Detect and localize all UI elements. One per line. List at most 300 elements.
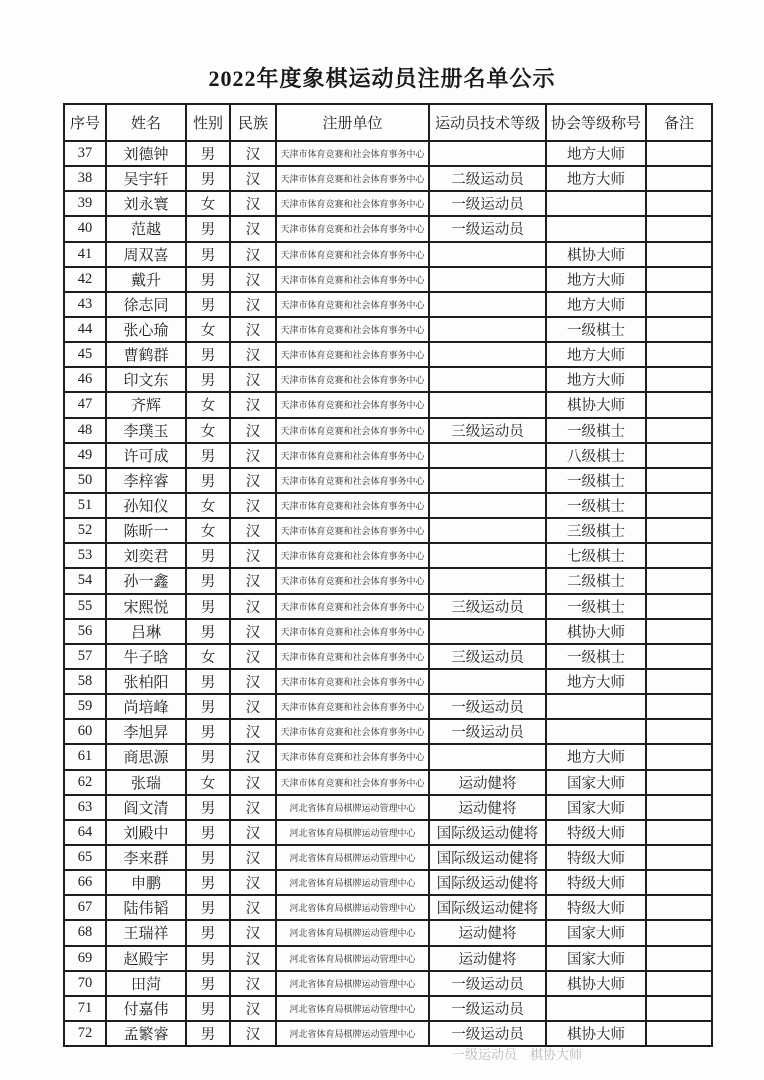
grade-cell: 三级运动员 xyxy=(429,418,546,443)
serial-cell: 67 xyxy=(64,895,106,920)
gender-cell: 男 xyxy=(186,141,230,166)
gender-cell: 男 xyxy=(186,443,230,468)
ethnicity-cell: 汉 xyxy=(230,744,276,769)
table-row xyxy=(64,166,712,191)
remark-cell xyxy=(646,694,712,719)
name-cell: 赵殿宇 xyxy=(106,946,186,971)
name-cell: 牛子晗 xyxy=(106,644,186,669)
remark-cell xyxy=(646,644,712,669)
ethnicity-cell: 汉 xyxy=(230,820,276,845)
remark-cell xyxy=(646,267,712,292)
serial-cell: 58 xyxy=(64,669,106,694)
grade-cell xyxy=(429,619,546,644)
table-body xyxy=(64,141,712,1046)
grade-cell xyxy=(429,568,546,593)
column-header-remark: 备注 xyxy=(646,104,712,141)
unit-cell: 天津市体育竞赛和社会体育事务中心 xyxy=(276,770,429,795)
ethnicity-cell: 汉 xyxy=(230,493,276,518)
table-row xyxy=(64,719,712,744)
unit-cell: 天津市体育竞赛和社会体育事务中心 xyxy=(276,242,429,267)
grade-cell: 运动健将 xyxy=(429,920,546,945)
ethnicity-cell: 汉 xyxy=(230,770,276,795)
serial-cell: 59 xyxy=(64,694,106,719)
unit-cell: 天津市体育竞赛和社会体育事务中心 xyxy=(276,694,429,719)
unit-cell: 河北省体育局棋牌运动管理中心 xyxy=(276,870,429,895)
serial-cell: 70 xyxy=(64,971,106,996)
remark-cell xyxy=(646,594,712,619)
remark-cell xyxy=(646,568,712,593)
serial-cell: 47 xyxy=(64,392,106,417)
gender-cell: 男 xyxy=(186,920,230,945)
ethnicity-cell: 汉 xyxy=(230,795,276,820)
name-cell: 李璞玉 xyxy=(106,418,186,443)
table-row xyxy=(64,795,712,820)
ethnicity-cell: 汉 xyxy=(230,619,276,644)
unit-cell: 河北省体育局棋牌运动管理中心 xyxy=(276,895,429,920)
name-cell: 张瑞 xyxy=(106,770,186,795)
ethnicity-cell: 汉 xyxy=(230,317,276,342)
remark-cell xyxy=(646,141,712,166)
assoc-title-cell: 特级大师 xyxy=(546,845,646,870)
unit-cell: 天津市体育竞赛和社会体育事务中心 xyxy=(276,594,429,619)
remark-cell xyxy=(646,920,712,945)
grade-cell: 运动健将 xyxy=(429,946,546,971)
serial-cell: 68 xyxy=(64,920,106,945)
unit-cell: 河北省体育局棋牌运动管理中心 xyxy=(276,946,429,971)
ethnicity-cell: 汉 xyxy=(230,1021,276,1046)
serial-cell: 72 xyxy=(64,1021,106,1046)
serial-cell: 61 xyxy=(64,744,106,769)
name-cell: 李来群 xyxy=(106,845,186,870)
table-row xyxy=(64,543,712,568)
serial-cell: 53 xyxy=(64,543,106,568)
unit-cell: 天津市体育竞赛和社会体育事务中心 xyxy=(276,518,429,543)
gender-cell: 男 xyxy=(186,543,230,568)
grade-cell: 国际级运动健将 xyxy=(429,895,546,920)
serial-cell: 45 xyxy=(64,342,106,367)
unit-cell: 河北省体育局棋牌运动管理中心 xyxy=(276,920,429,945)
grade-cell: 一级运动员 xyxy=(429,694,546,719)
ethnicity-cell: 汉 xyxy=(230,166,276,191)
unit-cell: 河北省体育局棋牌运动管理中心 xyxy=(276,795,429,820)
gender-cell: 男 xyxy=(186,242,230,267)
grade-cell: 运动健将 xyxy=(429,770,546,795)
remark-cell xyxy=(646,443,712,468)
serial-cell: 63 xyxy=(64,795,106,820)
header-row xyxy=(64,104,712,141)
table-row xyxy=(64,694,712,719)
name-cell: 孙一鑫 xyxy=(106,568,186,593)
table-row xyxy=(64,770,712,795)
serial-cell: 71 xyxy=(64,996,106,1021)
gender-cell: 男 xyxy=(186,568,230,593)
name-cell: 曹鹤群 xyxy=(106,342,186,367)
remark-cell xyxy=(646,392,712,417)
assoc-title-cell: 一级棋士 xyxy=(546,644,646,669)
remark-cell xyxy=(646,820,712,845)
grade-cell xyxy=(429,292,546,317)
unit-cell: 天津市体育竞赛和社会体育事务中心 xyxy=(276,744,429,769)
name-cell: 阎文清 xyxy=(106,795,186,820)
grade-cell xyxy=(429,367,546,392)
remark-cell xyxy=(646,845,712,870)
grade-cell xyxy=(429,443,546,468)
column-header-serial: 序号 xyxy=(64,104,106,141)
unit-cell: 河北省体育局棋牌运动管理中心 xyxy=(276,820,429,845)
assoc-title-cell: 一级棋士 xyxy=(546,418,646,443)
name-cell: 许可成 xyxy=(106,443,186,468)
grade-cell: 三级运动员 xyxy=(429,644,546,669)
gender-cell: 男 xyxy=(186,694,230,719)
remark-cell xyxy=(646,895,712,920)
table-row xyxy=(64,392,712,417)
clipped-next-row-text: 一级运动员 棋协大师 xyxy=(452,1047,583,1062)
column-header-gender: 性别 xyxy=(186,104,230,141)
unit-cell: 天津市体育竞赛和社会体育事务中心 xyxy=(276,292,429,317)
assoc-title-cell: 棋协大师 xyxy=(546,1021,646,1046)
unit-cell: 河北省体育局棋牌运动管理中心 xyxy=(276,971,429,996)
serial-cell: 51 xyxy=(64,493,106,518)
serial-cell: 37 xyxy=(64,141,106,166)
grade-cell xyxy=(429,669,546,694)
grade-cell xyxy=(429,744,546,769)
assoc-title-cell xyxy=(546,996,646,1021)
table-row xyxy=(64,191,712,216)
serial-cell: 60 xyxy=(64,719,106,744)
assoc-title-cell xyxy=(546,694,646,719)
grade-cell xyxy=(429,141,546,166)
table-row xyxy=(64,342,712,367)
grade-cell xyxy=(429,342,546,367)
grade-cell xyxy=(429,518,546,543)
athlete-register-table xyxy=(63,103,713,1047)
ethnicity-cell: 汉 xyxy=(230,216,276,241)
gender-cell: 女 xyxy=(186,644,230,669)
gender-cell: 男 xyxy=(186,971,230,996)
remark-cell xyxy=(646,468,712,493)
name-cell: 李旭昇 xyxy=(106,719,186,744)
name-cell: 陈昕一 xyxy=(106,518,186,543)
remark-cell xyxy=(646,744,712,769)
gender-cell: 男 xyxy=(186,468,230,493)
table-row xyxy=(64,594,712,619)
unit-cell: 天津市体育竞赛和社会体育事务中心 xyxy=(276,141,429,166)
table-row xyxy=(64,895,712,920)
remark-cell xyxy=(646,669,712,694)
ethnicity-cell: 汉 xyxy=(230,946,276,971)
assoc-title-cell: 棋协大师 xyxy=(546,971,646,996)
unit-cell: 天津市体育竞赛和社会体育事务中心 xyxy=(276,166,429,191)
unit-cell: 天津市体育竞赛和社会体育事务中心 xyxy=(276,543,429,568)
gender-cell: 女 xyxy=(186,317,230,342)
ethnicity-cell: 汉 xyxy=(230,342,276,367)
assoc-title-cell: 地方大师 xyxy=(546,292,646,317)
remark-cell xyxy=(646,342,712,367)
gender-cell: 男 xyxy=(186,744,230,769)
remark-cell xyxy=(646,292,712,317)
assoc-title-cell: 地方大师 xyxy=(546,141,646,166)
name-cell: 付嘉伟 xyxy=(106,996,186,1021)
name-cell: 戴升 xyxy=(106,267,186,292)
gender-cell: 男 xyxy=(186,795,230,820)
table-row xyxy=(64,216,712,241)
serial-cell: 41 xyxy=(64,242,106,267)
table-row xyxy=(64,946,712,971)
grade-cell: 一级运动员 xyxy=(429,1021,546,1046)
table-row xyxy=(64,870,712,895)
grade-cell: 国际级运动健将 xyxy=(429,845,546,870)
serial-cell: 54 xyxy=(64,568,106,593)
serial-cell: 48 xyxy=(64,418,106,443)
gender-cell: 男 xyxy=(186,216,230,241)
gender-cell: 男 xyxy=(186,267,230,292)
table-row xyxy=(64,820,712,845)
assoc-title-cell: 棋协大师 xyxy=(546,619,646,644)
ethnicity-cell: 汉 xyxy=(230,895,276,920)
assoc-title-cell xyxy=(546,216,646,241)
assoc-title-cell: 特级大师 xyxy=(546,820,646,845)
name-cell: 吴宇轩 xyxy=(106,166,186,191)
ethnicity-cell: 汉 xyxy=(230,418,276,443)
serial-cell: 62 xyxy=(64,770,106,795)
remark-cell xyxy=(646,166,712,191)
gender-cell: 男 xyxy=(186,292,230,317)
assoc-title-cell: 地方大师 xyxy=(546,744,646,769)
name-cell: 尚培峰 xyxy=(106,694,186,719)
remark-cell xyxy=(646,971,712,996)
unit-cell: 河北省体育局棋牌运动管理中心 xyxy=(276,845,429,870)
remark-cell xyxy=(646,946,712,971)
unit-cell: 天津市体育竞赛和社会体育事务中心 xyxy=(276,367,429,392)
ethnicity-cell: 汉 xyxy=(230,845,276,870)
grade-cell xyxy=(429,392,546,417)
remark-cell xyxy=(646,719,712,744)
assoc-title-cell xyxy=(546,191,646,216)
remark-cell xyxy=(646,191,712,216)
unit-cell: 天津市体育竞赛和社会体育事务中心 xyxy=(276,493,429,518)
assoc-title-cell: 国家大师 xyxy=(546,795,646,820)
assoc-title-cell: 特级大师 xyxy=(546,895,646,920)
table-row xyxy=(64,971,712,996)
serial-cell: 46 xyxy=(64,367,106,392)
ethnicity-cell: 汉 xyxy=(230,644,276,669)
name-cell: 田菏 xyxy=(106,971,186,996)
table-row xyxy=(64,669,712,694)
assoc-title-cell: 地方大师 xyxy=(546,267,646,292)
unit-cell: 天津市体育竞赛和社会体育事务中心 xyxy=(276,191,429,216)
ethnicity-cell: 汉 xyxy=(230,292,276,317)
assoc-title-cell: 地方大师 xyxy=(546,342,646,367)
grade-cell xyxy=(429,468,546,493)
name-cell: 申鹏 xyxy=(106,870,186,895)
table-row xyxy=(64,996,712,1021)
column-header-name: 姓名 xyxy=(106,104,186,141)
remark-cell xyxy=(646,795,712,820)
unit-cell: 天津市体育竞赛和社会体育事务中心 xyxy=(276,644,429,669)
name-cell: 陆伟韬 xyxy=(106,895,186,920)
gender-cell: 男 xyxy=(186,1021,230,1046)
unit-cell: 天津市体育竞赛和社会体育事务中心 xyxy=(276,392,429,417)
ethnicity-cell: 汉 xyxy=(230,518,276,543)
ethnicity-cell: 汉 xyxy=(230,443,276,468)
gender-cell: 男 xyxy=(186,342,230,367)
table-row xyxy=(64,443,712,468)
ethnicity-cell: 汉 xyxy=(230,568,276,593)
assoc-title-cell xyxy=(546,719,646,744)
ethnicity-cell: 汉 xyxy=(230,996,276,1021)
assoc-title-cell: 八级棋士 xyxy=(546,443,646,468)
gender-cell: 男 xyxy=(186,719,230,744)
ethnicity-cell: 汉 xyxy=(230,594,276,619)
gender-cell: 男 xyxy=(186,619,230,644)
grade-cell: 一级运动员 xyxy=(429,971,546,996)
grade-cell: 一级运动员 xyxy=(429,719,546,744)
gender-cell: 女 xyxy=(186,770,230,795)
grade-cell: 一级运动员 xyxy=(429,191,546,216)
grade-cell xyxy=(429,543,546,568)
name-cell: 印文东 xyxy=(106,367,186,392)
grade-cell: 三级运动员 xyxy=(429,594,546,619)
unit-cell: 天津市体育竞赛和社会体育事务中心 xyxy=(276,418,429,443)
serial-cell: 65 xyxy=(64,845,106,870)
table-row xyxy=(64,367,712,392)
serial-cell: 38 xyxy=(64,166,106,191)
gender-cell: 女 xyxy=(186,493,230,518)
name-cell: 刘奕君 xyxy=(106,543,186,568)
table-row xyxy=(64,317,712,342)
assoc-title-cell: 国家大师 xyxy=(546,920,646,945)
serial-cell: 43 xyxy=(64,292,106,317)
serial-cell: 64 xyxy=(64,820,106,845)
gender-cell: 男 xyxy=(186,946,230,971)
assoc-title-cell: 棋协大师 xyxy=(546,242,646,267)
unit-cell: 天津市体育竞赛和社会体育事务中心 xyxy=(276,317,429,342)
name-cell: 孟繁睿 xyxy=(106,1021,186,1046)
name-cell: 吕琳 xyxy=(106,619,186,644)
assoc-title-cell: 棋协大师 xyxy=(546,392,646,417)
gender-cell: 男 xyxy=(186,845,230,870)
remark-cell xyxy=(646,1021,712,1046)
unit-cell: 天津市体育竞赛和社会体育事务中心 xyxy=(276,719,429,744)
remark-cell xyxy=(646,996,712,1021)
unit-cell: 天津市体育竞赛和社会体育事务中心 xyxy=(276,468,429,493)
gender-cell: 女 xyxy=(186,418,230,443)
remark-cell xyxy=(646,216,712,241)
table-row xyxy=(64,242,712,267)
ethnicity-cell: 汉 xyxy=(230,242,276,267)
name-cell: 张柏阳 xyxy=(106,669,186,694)
table-row xyxy=(64,518,712,543)
remark-cell xyxy=(646,543,712,568)
assoc-title-cell: 地方大师 xyxy=(546,367,646,392)
name-cell: 齐辉 xyxy=(106,392,186,417)
ethnicity-cell: 汉 xyxy=(230,267,276,292)
table-row xyxy=(64,468,712,493)
ethnicity-cell: 汉 xyxy=(230,669,276,694)
unit-cell: 河北省体育局棋牌运动管理中心 xyxy=(276,1021,429,1046)
gender-cell: 男 xyxy=(186,996,230,1021)
gender-cell: 男 xyxy=(186,870,230,895)
table-row xyxy=(64,568,712,593)
grade-cell: 国际级运动健将 xyxy=(429,870,546,895)
assoc-title-cell: 三级棋士 xyxy=(546,518,646,543)
assoc-title-cell: 七级棋士 xyxy=(546,543,646,568)
grade-cell: 国际级运动健将 xyxy=(429,820,546,845)
serial-cell: 55 xyxy=(64,594,106,619)
table-row xyxy=(64,744,712,769)
unit-cell: 河北省体育局棋牌运动管理中心 xyxy=(276,996,429,1021)
table-row xyxy=(64,644,712,669)
table-row xyxy=(64,619,712,644)
remark-cell xyxy=(646,367,712,392)
table-row xyxy=(64,845,712,870)
name-cell: 商思源 xyxy=(106,744,186,769)
name-cell: 徐志同 xyxy=(106,292,186,317)
name-cell: 王瑞祥 xyxy=(106,920,186,945)
assoc-title-cell: 特级大师 xyxy=(546,870,646,895)
table-row xyxy=(64,292,712,317)
serial-cell: 49 xyxy=(64,443,106,468)
remark-cell xyxy=(646,242,712,267)
name-cell: 刘殿中 xyxy=(106,820,186,845)
column-header-assoc-title: 协会等级称号 xyxy=(546,104,646,141)
assoc-title-cell: 国家大师 xyxy=(546,770,646,795)
assoc-title-cell: 地方大师 xyxy=(546,669,646,694)
ethnicity-cell: 汉 xyxy=(230,719,276,744)
serial-cell: 52 xyxy=(64,518,106,543)
table-row xyxy=(64,920,712,945)
grade-cell: 运动健将 xyxy=(429,795,546,820)
ethnicity-cell: 汉 xyxy=(230,367,276,392)
assoc-title-cell: 二级棋士 xyxy=(546,568,646,593)
serial-cell: 39 xyxy=(64,191,106,216)
gender-cell: 男 xyxy=(186,820,230,845)
name-cell: 周双喜 xyxy=(106,242,186,267)
gender-cell: 男 xyxy=(186,895,230,920)
unit-cell: 天津市体育竞赛和社会体育事务中心 xyxy=(276,267,429,292)
ethnicity-cell: 汉 xyxy=(230,870,276,895)
unit-cell: 天津市体育竞赛和社会体育事务中心 xyxy=(276,216,429,241)
column-header-unit: 注册单位 xyxy=(276,104,429,141)
gender-cell: 女 xyxy=(186,191,230,216)
remark-cell xyxy=(646,518,712,543)
table-row xyxy=(64,267,712,292)
gender-cell: 女 xyxy=(186,392,230,417)
grade-cell xyxy=(429,493,546,518)
remark-cell xyxy=(646,870,712,895)
serial-cell: 57 xyxy=(64,644,106,669)
unit-cell: 天津市体育竞赛和社会体育事务中心 xyxy=(276,568,429,593)
grade-cell xyxy=(429,317,546,342)
unit-cell: 天津市体育竞赛和社会体育事务中心 xyxy=(276,342,429,367)
ethnicity-cell: 汉 xyxy=(230,392,276,417)
grade-cell: 一级运动员 xyxy=(429,216,546,241)
serial-cell: 56 xyxy=(64,619,106,644)
serial-cell: 40 xyxy=(64,216,106,241)
serial-cell: 44 xyxy=(64,317,106,342)
ethnicity-cell: 汉 xyxy=(230,971,276,996)
ethnicity-cell: 汉 xyxy=(230,694,276,719)
assoc-title-cell: 国家大师 xyxy=(546,946,646,971)
table-row xyxy=(64,493,712,518)
serial-cell: 50 xyxy=(64,468,106,493)
table-row xyxy=(64,1021,712,1046)
name-cell: 李梓睿 xyxy=(106,468,186,493)
column-header-grade: 运动员技术等级 xyxy=(429,104,546,141)
grade-cell: 二级运动员 xyxy=(429,166,546,191)
name-cell: 宋熙悦 xyxy=(106,594,186,619)
remark-cell xyxy=(646,418,712,443)
